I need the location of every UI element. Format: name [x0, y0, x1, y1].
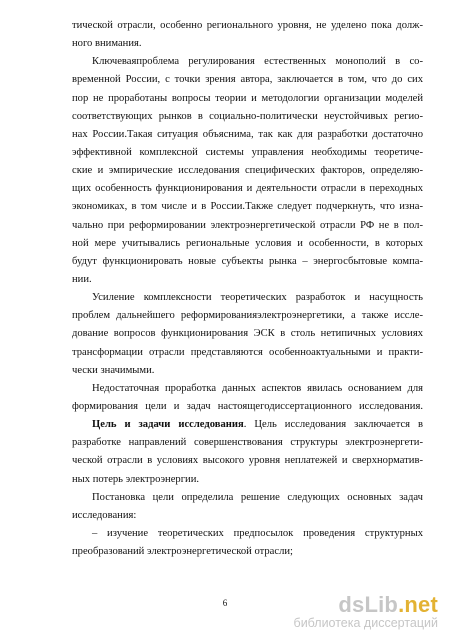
watermark — [294, 594, 438, 630]
page-number: 6 — [222, 598, 228, 608]
text-fragment: . Цель исследования заключается в — [243, 419, 424, 431]
text-line: пор не проработаны вопросы теории и методологии организации моделей — [72, 92, 423, 104]
text-line: ские и эмпирические исследования специфических факторов, определяю- — [72, 165, 423, 177]
text-line: ных потерь электроэнергии. — [72, 473, 200, 485]
text-line: соответствующих рынков в социально-политически неустойчивых регио- — [72, 110, 423, 122]
text-line: ческой отрасли в условиях высокого уровня неплатежей и сверхнорматив- — [72, 455, 423, 467]
text-line: ного внимания. — [72, 38, 142, 50]
text-line: преобразований электроэнергетической отрасли; — [72, 546, 293, 558]
text-line: – изучение теоретических предпосылок проведения структурных — [92, 527, 423, 539]
text-line: дование вопросов функционирования ЭСК в столь нетипичных условиях — [72, 328, 423, 340]
text-line — [72, 416, 423, 434]
text-line: будут функционировать новые субъекты рынка – энергосбытовые компа- — [72, 255, 423, 267]
watermark-subtitle: библиотека диссертаций — [293, 616, 438, 630]
text-line: чески значимыми. — [72, 364, 155, 376]
text-line: проблем дальнейшего реформированияэлектроэнергетики, а также иссле- — [72, 310, 423, 322]
text-line: нах России.Такая ситуация объяснима, так как для разработки достаточно — [72, 128, 423, 140]
text-line: эффективной комплексной системы управления необходимы теоретиче- — [72, 146, 423, 158]
text-line: трансформации отрасли представляются особенноактуальными и практи- — [72, 346, 423, 358]
text-line: Недостаточная проработка данных аспектов явилась основанием для — [92, 382, 423, 394]
text-line: разработке направлений совершенствования структуры электроэнергети- — [72, 437, 423, 449]
text-line: ной мере учитывались региональные условия и особенности, в которых — [72, 237, 423, 249]
text-line: формирования цели и задач настоящегодиссертационного исследования. — [72, 400, 423, 412]
watermark-logo-main: dsLib — [338, 592, 399, 617]
watermark-logo — [294, 594, 438, 616]
text-line: исследования: — [72, 509, 137, 521]
text-line: чально при реформировании электроэнергетической отрасли РФ не в пол- — [72, 219, 423, 231]
text-line: экономиках, в том числе и в России.Также следует подчеркнуть, что изна- — [72, 201, 423, 213]
text-line: Усиление комплексности теоретических разработок и насущность — [92, 292, 423, 304]
text-line: Ключеваяпроблема регулирования естественных монополий в со- — [92, 56, 423, 68]
text-line: Постановка цели определила решение следующих основных задач — [92, 491, 423, 503]
section-heading: Цель и задачи исследования — [92, 419, 244, 431]
body-text — [72, 17, 423, 561]
text-line: тической отрасли, особенно регионального уровня, не уделено пока долж- — [72, 20, 423, 31]
text-line: щих особенность функционирования и деятельности отрасли в переходных — [72, 183, 423, 195]
watermark-logo-tld: .net — [398, 592, 438, 617]
text-line: временной России, с точки зрения автора, заключается в том, что до сих — [72, 74, 423, 86]
text-line: нии. — [72, 273, 92, 285]
